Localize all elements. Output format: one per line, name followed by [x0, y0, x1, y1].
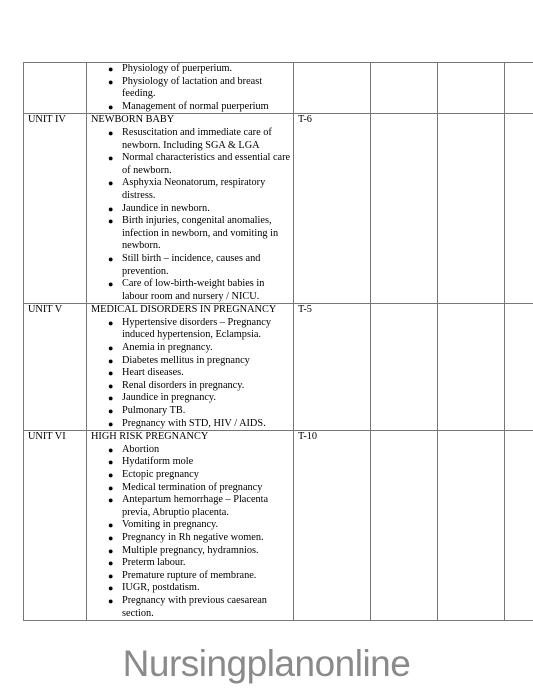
list-item — [108, 469, 293, 482]
topic-list — [91, 317, 293, 430]
list-item-text: Preterm labour. — [122, 557, 186, 569]
bullet-icon: ● — [108, 203, 114, 214]
bullet-icon: ● — [108, 368, 114, 379]
list-item — [108, 367, 293, 380]
list-item — [108, 544, 293, 558]
list-item-text: Jaundice in newborn. — [122, 202, 210, 214]
list-item — [108, 531, 293, 545]
bullet-icon: ● — [108, 444, 114, 455]
list-item-text: Pregnancy in Rh negative women. — [122, 531, 264, 543]
list-item-text: Antepartum hemorrhage – Placenta previa, Abruptio placenta. — [122, 494, 269, 518]
empty-cell — [371, 431, 438, 621]
empty-cell — [505, 114, 533, 304]
bullet-icon: ● — [108, 393, 114, 404]
table-row — [24, 114, 533, 304]
list-item-text: Abortion — [122, 443, 160, 455]
list-item — [108, 202, 293, 216]
table-row — [24, 431, 533, 621]
empty-cell — [371, 63, 438, 114]
bullet-icon: ● — [108, 64, 114, 74]
list-item-text: Medical termination of pregnancy — [122, 481, 263, 493]
list-item — [108, 177, 293, 202]
list-item-text: Management of normal puerperium — [122, 100, 269, 112]
list-item-text: Physiology of puerperium. — [122, 63, 233, 74]
bullet-icon: ● — [108, 355, 114, 366]
bullet-icon: ● — [108, 532, 114, 543]
unit-cell — [24, 63, 87, 114]
bullet-icon: ● — [108, 317, 114, 328]
empty-cell — [505, 431, 533, 621]
list-item — [108, 582, 293, 595]
syllabus-table — [23, 62, 533, 621]
list-item-text: Multiple pregnancy, hydramnios. — [122, 544, 259, 556]
topic-title: HIGH RISK PREGNANCY — [91, 431, 209, 443]
empty-cell — [438, 431, 505, 621]
list-item-text: Heart diseases. — [122, 367, 184, 379]
bullet-icon: ● — [108, 470, 114, 480]
bullet-icon: ● — [108, 406, 114, 417]
bullet-icon: ● — [108, 558, 114, 569]
list-item — [108, 519, 293, 532]
empty-cell — [438, 304, 505, 431]
list-item — [108, 417, 293, 431]
table-row — [24, 63, 533, 114]
list-item-text: Still birth – incidence, causes and prevention. — [122, 252, 261, 277]
empty-cell — [505, 304, 533, 431]
list-item-text: Resuscitation and immediate care of newborn. Including SGA & LGA — [122, 126, 272, 151]
hours-cell — [294, 63, 371, 114]
list-item — [108, 594, 293, 620]
topic-cell — [87, 63, 294, 114]
topic-list — [91, 127, 293, 303]
list-item-text: Hypertensive disorders – Pregnancy induced hypertension, Eclampsia. — [122, 316, 271, 341]
list-item — [108, 379, 293, 393]
unit-cell: UNIT V — [24, 304, 87, 431]
bullet-icon: ● — [108, 520, 114, 531]
bullet-icon: ● — [108, 216, 114, 227]
list-item — [108, 278, 293, 303]
list-item-text: Ectopic pregnancy — [122, 469, 199, 480]
list-item-text: Birth injuries, congenital anomalies, infection in newborn, and vomiting in newborn. — [122, 215, 279, 252]
bullet-icon: ● — [108, 545, 114, 556]
list-item — [108, 100, 293, 114]
list-item — [108, 557, 293, 570]
list-item — [108, 152, 293, 177]
list-item — [108, 443, 293, 457]
empty-cell — [371, 114, 438, 304]
bullet-icon: ● — [108, 482, 114, 493]
list-item-text: Asphyxia Neonatorum, respiratory distress. — [122, 177, 266, 201]
list-item-text: Hydatiform mole — [122, 456, 194, 468]
bullet-icon: ● — [108, 495, 114, 506]
bullet-icon: ● — [108, 279, 114, 290]
bullet-icon: ● — [108, 253, 114, 264]
unit-cell: UNIT VI — [24, 431, 87, 621]
list-item — [108, 316, 293, 342]
list-item-text: Renal disorders in pregnancy. — [122, 379, 245, 391]
empty-cell — [438, 114, 505, 304]
topic-title: MEDICAL DISORDERS IN PREGNANCY — [91, 304, 277, 316]
list-item — [108, 569, 293, 583]
list-item-text: Normal characteristics and essential care of newborn. — [122, 152, 291, 176]
topic-cell — [87, 431, 294, 621]
empty-cell — [438, 63, 505, 114]
bullet-icon: ● — [108, 595, 114, 606]
list-item — [108, 392, 293, 405]
list-item — [108, 405, 293, 418]
bullet-icon: ● — [108, 418, 114, 429]
list-item-text: Physiology of lactation and breast feeding. — [122, 75, 263, 100]
list-item-text: Premature rupture of membrane. — [122, 569, 257, 581]
bullet-icon: ● — [108, 153, 114, 164]
list-item — [108, 252, 293, 278]
empty-cell — [505, 63, 533, 114]
list-item — [108, 354, 293, 368]
list-item-text: Pulmonary TB. — [122, 405, 186, 417]
topic-list — [91, 444, 293, 620]
bullet-icon: ● — [108, 583, 114, 594]
syllabus-table-body — [24, 63, 533, 621]
bullet-icon: ● — [108, 178, 114, 189]
list-item — [108, 342, 293, 355]
unit-cell: UNIT IV — [24, 114, 87, 304]
list-item — [108, 456, 293, 469]
list-item-text: Jaundice in pregnancy. — [122, 392, 216, 404]
bullet-icon: ● — [108, 127, 114, 138]
topic-cell — [87, 114, 294, 304]
bullet-icon: ● — [108, 76, 114, 87]
watermark-text: Nursingplanonline — [122, 643, 411, 684]
list-item-text: Pregnancy with previous caesarean section. — [122, 594, 267, 619]
list-item — [108, 494, 293, 519]
list-item-text: Anemia in pregnancy. — [122, 342, 213, 354]
topic-title: NEWBORN BABY — [91, 114, 175, 126]
table-row — [24, 304, 533, 431]
list-item-text: IUGR, postdatism. — [122, 582, 200, 594]
list-item — [108, 126, 293, 152]
list-item — [108, 75, 293, 101]
list-item-text: Care of low-birth-weight babies in labour room and nursery / NICU. — [122, 278, 265, 302]
list-item-text: Pregnancy with STD, HIV / AIDS. — [122, 417, 266, 429]
empty-cell — [371, 304, 438, 431]
bullet-icon: ● — [108, 570, 114, 581]
list-item — [108, 63, 293, 76]
bullet-icon: ● — [108, 380, 114, 391]
bullet-icon: ● — [108, 101, 114, 112]
list-item — [108, 481, 293, 495]
list-item-text: Diabetes mellitus in pregnancy — [122, 354, 250, 366]
list-item — [108, 215, 293, 253]
topic-list — [91, 63, 293, 113]
hours-cell: T-6 — [294, 114, 371, 304]
bullet-icon: ● — [108, 457, 114, 468]
hours-cell: T-5 — [294, 304, 371, 431]
bullet-icon: ● — [108, 343, 114, 354]
list-item-text: Vomiting in pregnancy. — [122, 519, 219, 531]
topic-cell — [87, 304, 294, 431]
hours-cell: T-10 — [294, 431, 371, 621]
